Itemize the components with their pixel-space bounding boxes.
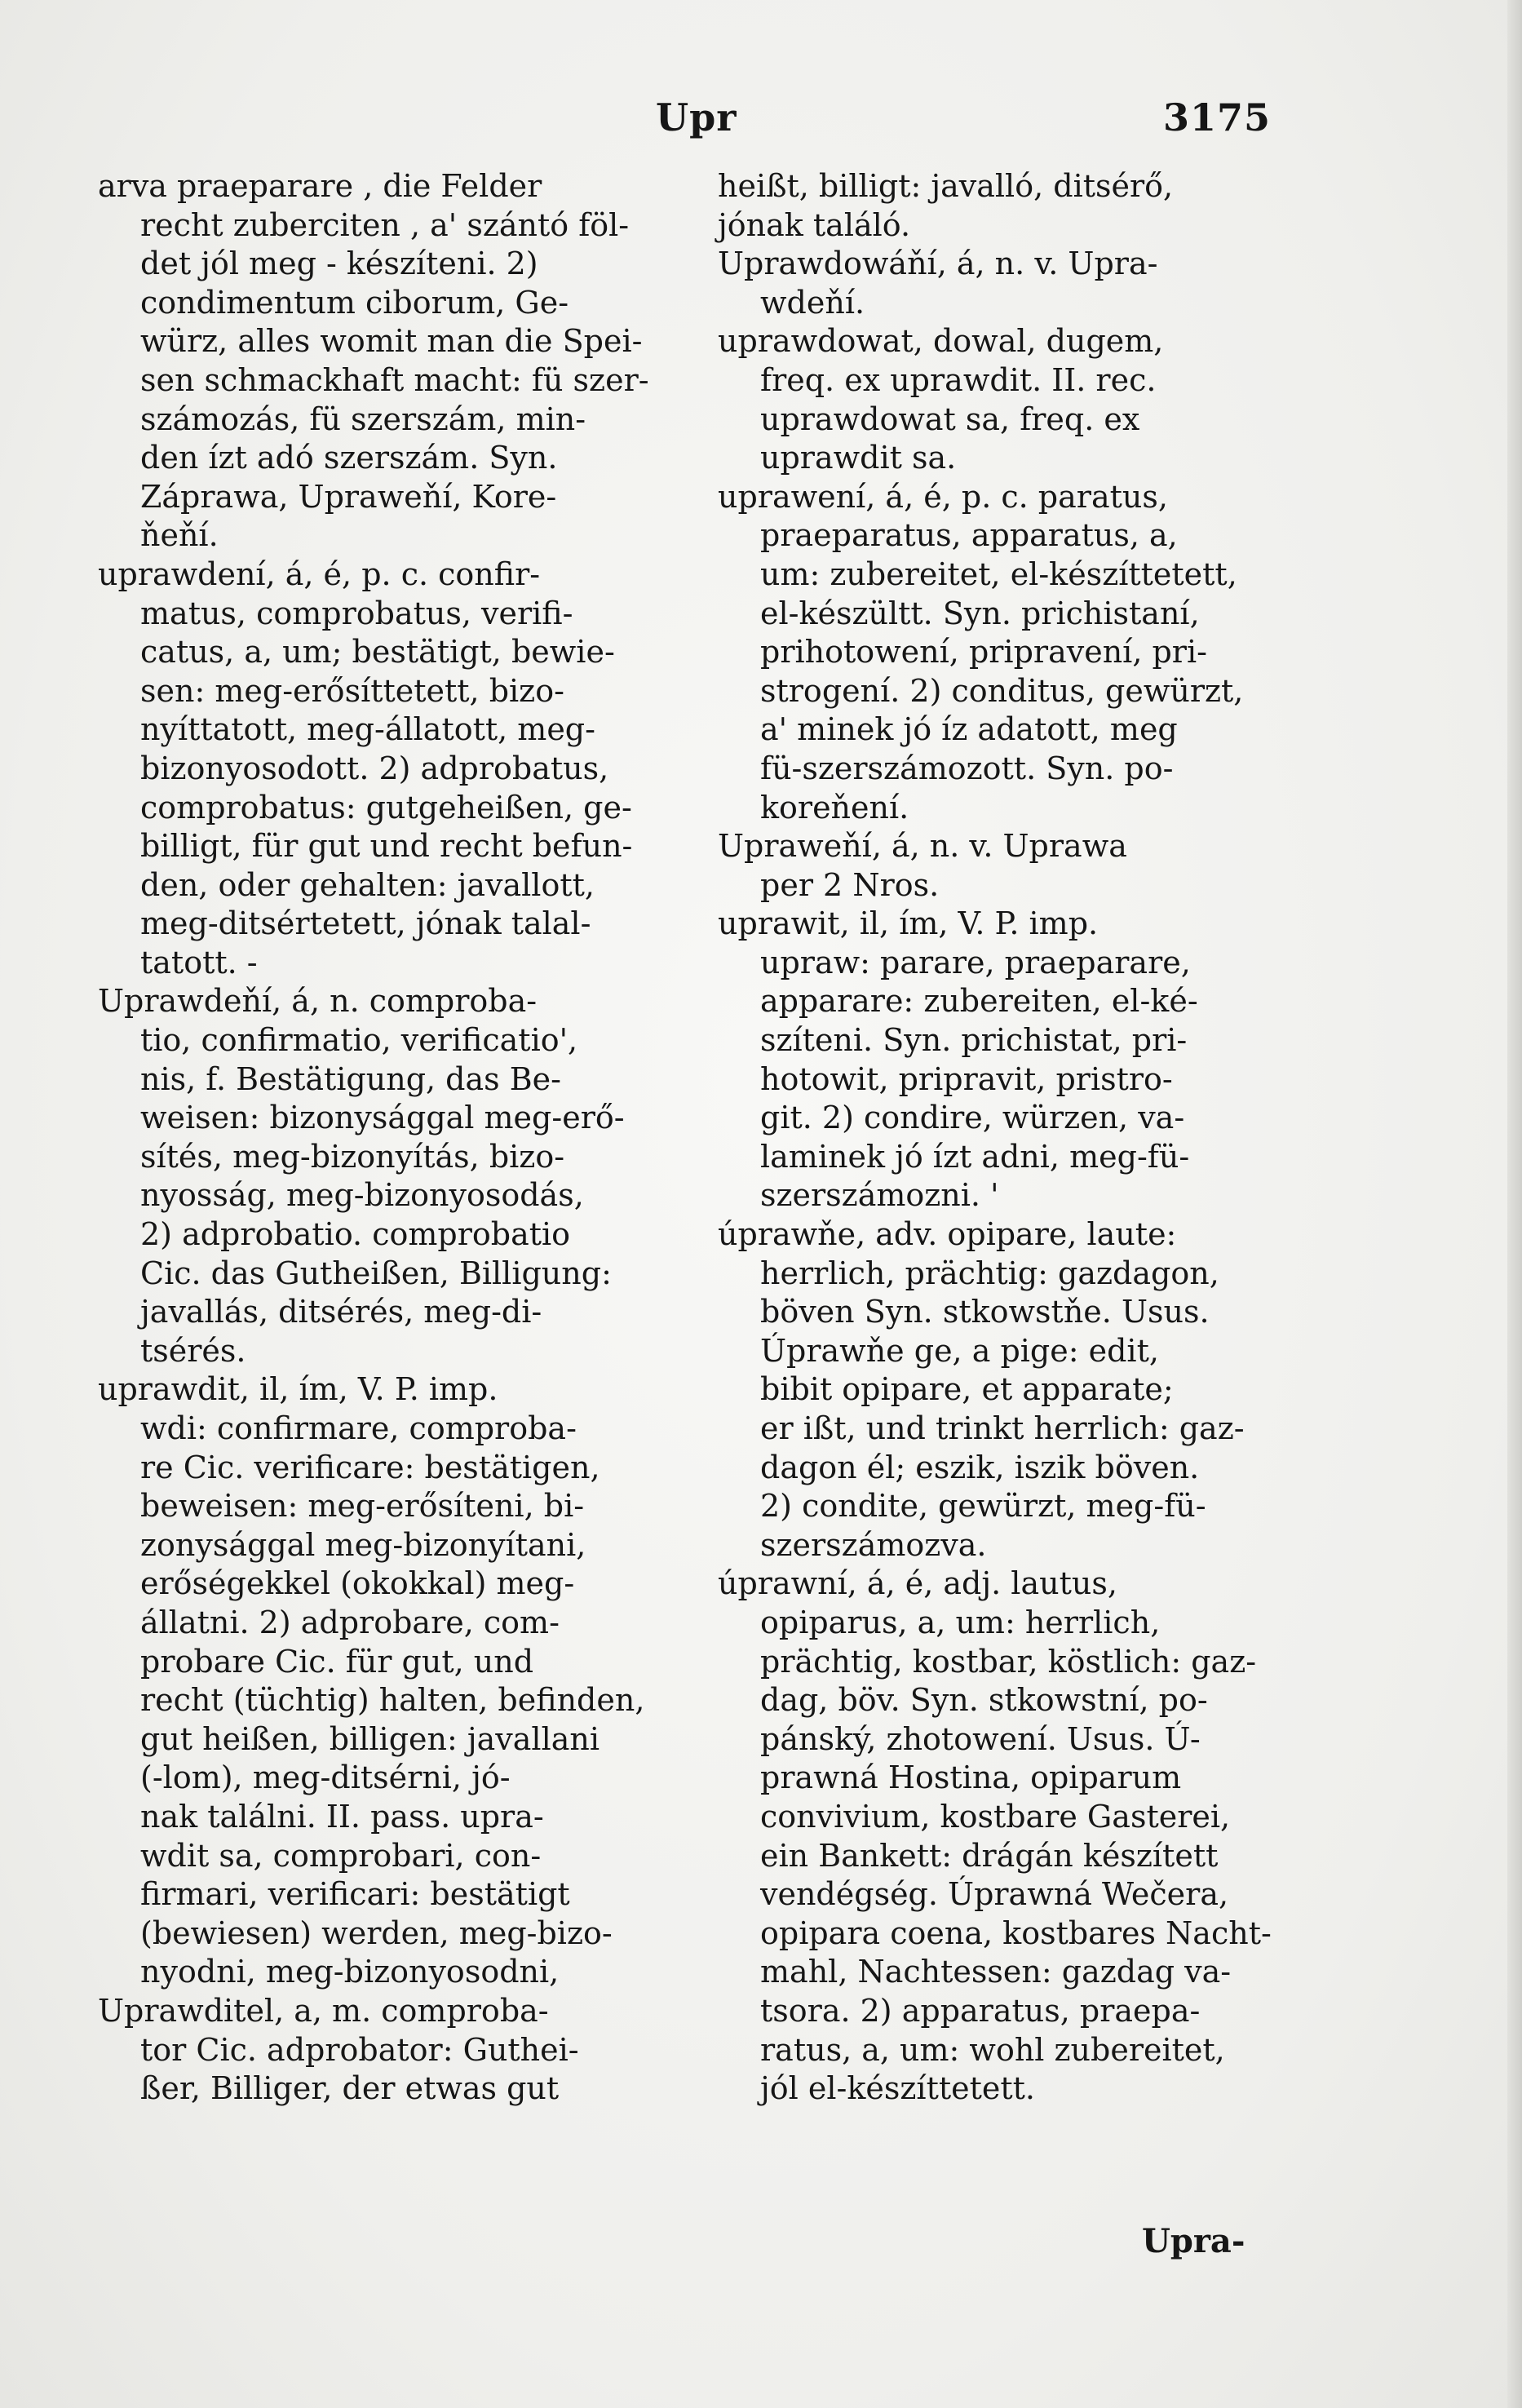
text-line: zonysággal meg-bizonyítani, — [140, 1526, 586, 1563]
text-line: probare Cic. für gut, und — [140, 1643, 534, 1680]
text-line: Uprawdowáňí, á, n. v. Upra- — [718, 246, 1158, 282]
text-line: praeparatus, apparatus, a, — [760, 517, 1178, 554]
text-line: bibit opipare, et apparate; — [760, 1371, 1174, 1408]
text-line: weisen: bizonysággal meg-erő- — [140, 1100, 625, 1136]
text-line: (bewiesen) werden, meg-bizo- — [140, 1914, 613, 1951]
text-line: nis, f. Bestätigung, das Be- — [140, 1060, 561, 1097]
text-line: den, oder gehalten: javallott, — [140, 866, 595, 903]
text-line: upraw: parare, praeparare, — [760, 944, 1191, 980]
catchword: Upra- — [1142, 2222, 1245, 2260]
text-line: freq. ex uprawdit. II. rec. — [760, 361, 1157, 398]
text-line: tsérés. — [140, 1332, 246, 1369]
text-line: szerszámozva. — [760, 1526, 987, 1563]
text-line: erőségekkel (okokkal) meg- — [140, 1565, 575, 1602]
text-line: uprawit, il, ím, V. P. imp. — [718, 905, 1099, 942]
text-line: uprawdowat sa, freq. ex — [760, 401, 1140, 437]
text-line: catus, a, um; bestätigt, bewie- — [140, 634, 615, 671]
text-line: Záprawa, Upraweňí, Kore- — [140, 478, 557, 515]
text-line: uprawdení, á, é, p. c. confir- — [98, 556, 541, 592]
text-line: gut heißen, billigen: javallani — [140, 1720, 600, 1757]
text-line: er ißt, und trinkt herrlich: gaz- — [760, 1410, 1245, 1446]
text-line: opipara coena, kostbares Nacht- — [760, 1914, 1272, 1951]
text-line: per 2 Nros. — [760, 866, 940, 903]
text-line: ňeňí. — [140, 517, 219, 554]
text-line: Uprawdeňí, á, n. comproba- — [98, 983, 538, 1020]
text-line: ßer, Billiger, der etwas gut — [140, 2070, 560, 2107]
text-line: Uprawditel, a, m. comproba- — [98, 1992, 549, 2029]
page-number: 3175 — [1163, 95, 1272, 139]
text-line: matus, comprobatus, verifi- — [140, 595, 573, 631]
text-line: uprawdit, il, ím, V. P. imp. — [98, 1371, 498, 1408]
text-line: (-lom), meg-ditsérni, jó- — [140, 1760, 511, 1796]
text-line: heißt, billigt: javalló, ditsérő, — [718, 168, 1174, 204]
text-line: dag, böv. Syn. stkowstní, po- — [760, 1682, 1208, 1719]
text-line: Upraweňí, á, n. v. Uprawa — [718, 828, 1127, 865]
text-line: prihotowení, pripravení, pri- — [760, 634, 1207, 671]
text-line: sen schmackhaft macht: fü szer- — [140, 361, 649, 398]
text-line: sítés, meg-bizonyítás, bizo- — [140, 1138, 565, 1175]
text-line: szerszámozni. ' — [760, 1177, 999, 1214]
text-line: tsora. 2) apparatus, praepa- — [760, 1992, 1201, 2029]
text-line: ratus, a, um: wohl zubereitet, — [760, 2031, 1225, 2068]
text-line: nyodni, meg-bizonyosodni, — [140, 1954, 560, 1990]
text-line: würz, alles womit man die Spei- — [140, 323, 643, 360]
text-line: mahl, Nachtessen: gazdag va- — [760, 1954, 1232, 1990]
text-line: arva praeparare , die Felder — [98, 168, 542, 204]
text-line: um: zubereitet, el-készíttetett, — [760, 556, 1237, 592]
text-line: uprawdowat, dowal, dugem, — [718, 323, 1164, 360]
text-line: vendégség. Úprawná Wečera, — [760, 1876, 1229, 1913]
text-line: bizonyosodott. 2) adprobatus, — [140, 750, 609, 786]
text-line: számozás, fü szerszám, min- — [140, 401, 586, 437]
text-line: dagon él; eszik, iszik böven. — [760, 1449, 1200, 1485]
text-line: nyíttatott, meg-állatott, meg- — [140, 711, 595, 748]
running-head: Upr — [656, 95, 737, 139]
text-line: beweisen: meg-erősíteni, bi- — [140, 1488, 585, 1525]
text-line: úprawňe, adv. opipare, laute: — [718, 1216, 1177, 1253]
text-line: nyosság, meg-bizonyosodás, — [140, 1177, 584, 1214]
text-line: uprawení, á, é, p. c. paratus, — [718, 478, 1168, 515]
text-line: den ízt adó szerszám. Syn. — [140, 440, 558, 476]
text-line: herrlich, prächtig: gazdagon, — [760, 1255, 1219, 1291]
text-line: prawná Hostina, opiparum — [760, 1760, 1182, 1796]
text-line: git. 2) condire, würzen, va- — [760, 1100, 1185, 1136]
text-line: fü-szerszámozott. Syn. po- — [760, 750, 1174, 786]
text-line: re Cic. verificare: bestätigen, — [140, 1449, 600, 1485]
right-column — [718, 167, 1299, 2109]
text-line: jól el-készíttetett. — [760, 2070, 1035, 2107]
text-line: Úprawňe ge, a pige: edit, — [760, 1332, 1159, 1369]
text-line: convivium, kostbare Gasterei, — [760, 1798, 1231, 1835]
text-line: opiparus, a, um: herrlich, — [760, 1604, 1161, 1640]
text-line: nak találni. II. pass. upra- — [140, 1798, 544, 1835]
text-line: állatni. 2) adprobare, com- — [140, 1604, 560, 1640]
text-line: strogení. 2) conditus, gewürzt, — [760, 672, 1244, 709]
text-line: meg-ditsértetett, jónak talal- — [140, 905, 591, 942]
text-line: 2) adprobatio. comprobatio — [140, 1216, 571, 1253]
text-line: apparare: zubereiten, el-ké- — [760, 983, 1198, 1020]
text-line: tio, confirmatio, verificatio', — [140, 1022, 578, 1059]
text-line: pánský, zhotowení. Usus. Ú- — [760, 1720, 1201, 1757]
text-line: el-készültt. Syn. prichistaní, — [760, 595, 1200, 631]
text-line: szíteni. Syn. prichistat, pri- — [760, 1022, 1188, 1059]
text-line: laminek jó ízt adni, meg-fü- — [760, 1138, 1190, 1175]
text-line: 2) condite, gewürzt, meg-fü- — [760, 1488, 1206, 1525]
text-line: hotowit, pripravit, pristro- — [760, 1060, 1173, 1097]
text-line: recht (tüchtig) halten, befinden, — [140, 1682, 645, 1719]
text-line: det jól meg - készíteni. 2) — [140, 246, 538, 282]
text-line: böven Syn. stkowstňe. Usus. — [760, 1294, 1210, 1330]
text-line: úprawní, á, é, adj. lautus, — [718, 1565, 1117, 1602]
text-line: koreňení. — [760, 789, 909, 826]
text-line: a' minek jó íz adatott, meg — [760, 711, 1178, 748]
text-line: comprobatus: gutgeheißen, ge- — [140, 789, 632, 826]
text-line: billigt, für gut und recht befun- — [140, 828, 633, 865]
text-line: wdeňí. — [760, 284, 865, 321]
text-line: prächtig, kostbar, köstlich: gaz- — [760, 1643, 1257, 1680]
text-line: sen: meg-erősíttetett, bizo- — [140, 672, 564, 709]
text-line: jónak találó. — [718, 206, 911, 243]
text-line: Cic. das Gutheißen, Billigung: — [140, 1255, 612, 1291]
left-column — [98, 167, 689, 2109]
text-line: firmari, verificari: bestätigt — [140, 1876, 570, 1913]
text-line: javallás, ditsérés, meg-di- — [140, 1294, 542, 1330]
text-line: recht zuberciten , a' szántó föl- — [140, 206, 630, 243]
text-line: wdit sa, comprobari, con- — [140, 1837, 542, 1874]
text-line: tor Cic. adprobator: Guthei- — [140, 2031, 579, 2068]
text-line: ein Bankett: drágán készített — [760, 1837, 1219, 1874]
page-edge — [1507, 0, 1522, 2408]
text-line: uprawdit sa. — [760, 440, 957, 476]
text-line: condimentum ciborum, Ge- — [140, 284, 569, 321]
text-line: wdi: confirmare, comproba- — [140, 1410, 577, 1446]
text-line: tatott. - — [140, 944, 258, 980]
